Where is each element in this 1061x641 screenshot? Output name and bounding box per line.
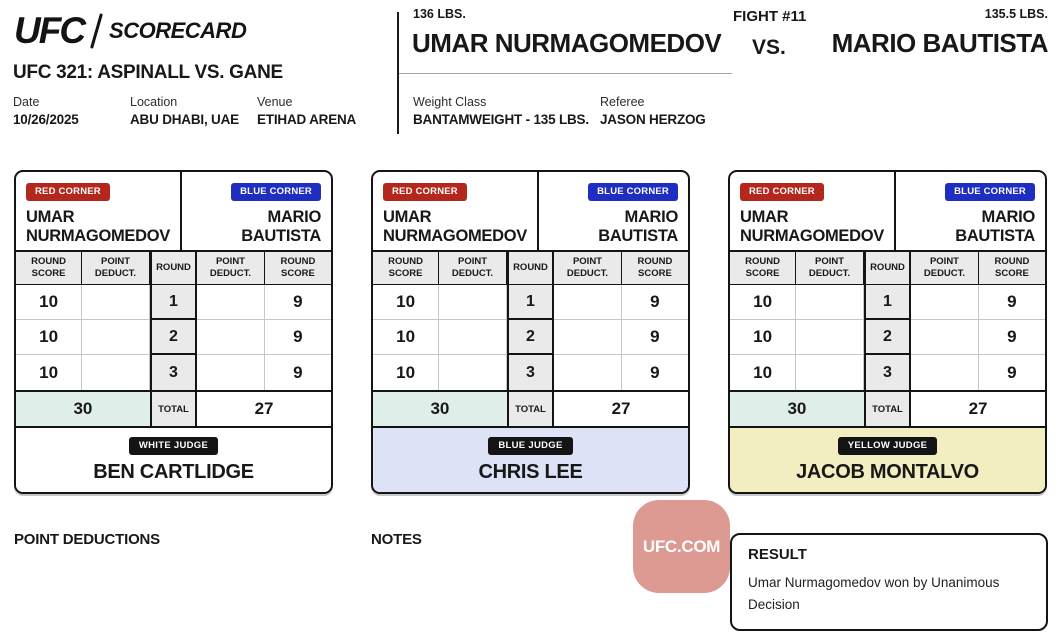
red-round-score: 10 (373, 285, 439, 320)
blue-point-deduct-cell (197, 355, 265, 390)
blue-fighter-name: MARIO BAUTISTA (598, 208, 678, 246)
red-point-deduct-cell (796, 285, 864, 320)
red-total-score: 30 (373, 390, 507, 426)
judge-type-badge: YELLOW JUDGE (838, 437, 938, 455)
red-corner-badge: RED CORNER (383, 183, 467, 201)
red-fighter-headline-name: UMAR NURMAGOMEDOV (412, 28, 722, 58)
round-number: 2 (864, 320, 911, 355)
scorecard-wordmark: SCORECARD (109, 18, 247, 43)
red-corner-badge: RED CORNER (26, 183, 110, 201)
judge-scorecard-yellow (728, 170, 1047, 494)
judge-name: JACOB MONTALVO (796, 460, 979, 483)
red-point-deduct-cell (439, 355, 507, 390)
blue-corner-section (896, 172, 1045, 250)
round-number: 1 (150, 285, 197, 320)
red-fighter-name: UMAR NURMAGOMEDOV (383, 208, 527, 246)
event-title: UFC 321: ASPINALL VS. GANE (13, 62, 283, 83)
blue-point-deduct-cell (911, 285, 979, 320)
red-corner-section (373, 172, 539, 250)
ufc-scorecard-logo (14, 10, 246, 52)
fighter-names-section (16, 172, 331, 250)
red-round-score: 10 (16, 355, 82, 390)
blue-total-score: 27 (197, 390, 331, 426)
judge-section (16, 426, 331, 492)
red-round-score: 10 (730, 320, 796, 355)
judge-name: BEN CARTLIDGE (93, 460, 254, 483)
col-header-blue-round-score: ROUND SCORE (265, 252, 331, 285)
red-round-score: 10 (373, 355, 439, 390)
vs-label: VS. (752, 36, 786, 59)
round-number: 1 (864, 285, 911, 320)
judge-name: CHRIS LEE (478, 460, 583, 483)
referee-value: JASON HERZOG (600, 112, 706, 127)
col-header-red-round-score: ROUND SCORE (373, 252, 439, 285)
red-point-deduct-cell (82, 285, 150, 320)
blue-round-score: 9 (293, 362, 303, 382)
round-number: 1 (507, 285, 554, 320)
red-point-deduct-cell (439, 285, 507, 320)
judge-section (373, 426, 688, 492)
col-header-round: ROUND (864, 252, 911, 285)
blue-total-score: 27 (554, 390, 688, 426)
judge-type-badge: BLUE JUDGE (488, 437, 572, 455)
red-point-deduct-cell (439, 320, 507, 355)
blue-point-deduct-cell (554, 320, 622, 355)
blue-round-score: 9 (1007, 362, 1017, 382)
judge-section (730, 426, 1045, 492)
total-label: TOTAL (864, 390, 911, 426)
blue-point-deduct-cell (554, 285, 622, 320)
col-header-round: ROUND (507, 252, 554, 285)
red-round-score: 10 (730, 355, 796, 390)
logo-slash-divider (90, 13, 103, 48)
blue-corner-badge: BLUE CORNER (588, 183, 678, 201)
red-round-score: 10 (16, 320, 82, 355)
blue-round-score: 9 (622, 285, 688, 320)
date-label: Date (13, 95, 40, 109)
referee-label: Referee (600, 95, 645, 109)
fighter-names-section (373, 172, 688, 250)
col-header-blue-round-score: ROUND SCORE (622, 252, 688, 285)
blue-round-score: 9 (650, 362, 660, 382)
round-number: 3 (507, 355, 554, 390)
red-corner-section (16, 172, 182, 250)
blue-round-score: 9 (265, 320, 331, 355)
red-fighter-name: UMAR NURMAGOMEDOV (740, 208, 884, 246)
col-header-red-point-deduct: POINT DEDUCT. (796, 252, 864, 285)
red-round-score: 10 (16, 285, 82, 320)
red-point-deduct-cell (82, 355, 150, 390)
date-value: 10/26/2025 (13, 112, 79, 127)
weight-class (413, 95, 589, 127)
referee (600, 95, 706, 127)
score-table (16, 250, 331, 426)
blue-round-score: 9 (979, 320, 1045, 355)
blue-corner-badge: BLUE CORNER (231, 183, 321, 201)
red-corner-section (730, 172, 896, 250)
red-point-deduct-cell (796, 320, 864, 355)
point-deductions-heading: POINT DEDUCTIONS (14, 531, 160, 548)
blue-fighter-name: MARIO BAUTISTA (955, 208, 1035, 246)
red-round-score: 10 (373, 320, 439, 355)
result-heading: RESULT (748, 546, 807, 563)
blue-point-deduct-cell (197, 285, 265, 320)
col-header-red-round-score: ROUND SCORE (16, 252, 82, 285)
weight-class-label: Weight Class (413, 95, 487, 109)
score-table (730, 250, 1045, 426)
col-header-round: ROUND (150, 252, 197, 285)
red-point-deduct-cell (796, 355, 864, 390)
blue-round-score: 9 (622, 320, 688, 355)
col-header-blue-point-deduct: POINT DEDUCT. (911, 252, 979, 285)
weight-class-value: BANTAMWEIGHT - 135 LBS. (413, 112, 589, 127)
round-number: 2 (507, 320, 554, 355)
blue-corner-section (182, 172, 331, 250)
red-corner-badge: RED CORNER (740, 183, 824, 201)
fight-number: FIGHT #11 (733, 8, 807, 25)
judge-scorecard-blue (371, 170, 690, 494)
col-header-red-round-score: ROUND SCORE (730, 252, 796, 285)
red-round-score: 10 (730, 285, 796, 320)
blue-round-score: 9 (265, 285, 331, 320)
fighter-names-section (730, 172, 1045, 250)
blue-round-score: 9 (979, 285, 1045, 320)
score-table (373, 250, 688, 426)
col-header-blue-point-deduct: POINT DEDUCT. (554, 252, 622, 285)
red-fighter-name: UMAR NURMAGOMEDOV (26, 208, 170, 246)
blue-point-deduct-cell (911, 320, 979, 355)
col-header-blue-round-score: ROUND SCORE (979, 252, 1045, 285)
red-total-score: 30 (730, 390, 864, 426)
col-header-blue-point-deduct: POINT DEDUCT. (197, 252, 265, 285)
round-number: 3 (864, 355, 911, 390)
location-label: Location (130, 95, 178, 109)
col-header-red-point-deduct: POINT DEDUCT. (439, 252, 507, 285)
venue-label: Venue (257, 95, 293, 109)
blue-fighter-headline-name: MARIO BAUTISTA (831, 28, 1048, 58)
judge-type-badge: WHITE JUDGE (129, 437, 218, 455)
result-box (730, 533, 1048, 631)
round-number: 3 (150, 355, 197, 390)
judge-scorecards-row (14, 170, 1047, 494)
blue-point-deduct-cell (911, 355, 979, 390)
notes-heading: NOTES (371, 531, 422, 548)
event-location (130, 95, 239, 127)
red-point-deduct-cell (82, 320, 150, 355)
event-date (13, 95, 79, 127)
col-header-red-point-deduct: POINT DEDUCT. (82, 252, 150, 285)
blue-point-deduct-cell (554, 355, 622, 390)
blue-point-deduct-cell (197, 320, 265, 355)
judge-scorecard-white (14, 170, 333, 494)
ufc-com-watermark: UFC.COM (633, 500, 730, 593)
blue-corner-section (539, 172, 688, 250)
red-fighter-weigh-in: 136 LBS. (413, 7, 466, 21)
blue-fighter-name: MARIO BAUTISTA (241, 208, 321, 246)
ufc-logo: UFC (14, 10, 85, 51)
total-label: TOTAL (507, 390, 554, 426)
total-label: TOTAL (150, 390, 197, 426)
blue-total-score: 27 (911, 390, 1045, 426)
blue-fighter-weigh-in: 135.5 LBS. (984, 7, 1048, 21)
round-number: 2 (150, 320, 197, 355)
event-venue (257, 95, 356, 127)
blue-corner-badge: BLUE CORNER (945, 183, 1035, 201)
venue-value: ETIHAD ARENA (257, 112, 357, 127)
location-value: ABU DHABI, UAE (130, 112, 239, 127)
center-horizontal-divider (399, 73, 732, 74)
red-total-score: 30 (16, 390, 150, 426)
result-text: Umar Nurmagomedov won by Unanimous Decision (748, 575, 1000, 613)
